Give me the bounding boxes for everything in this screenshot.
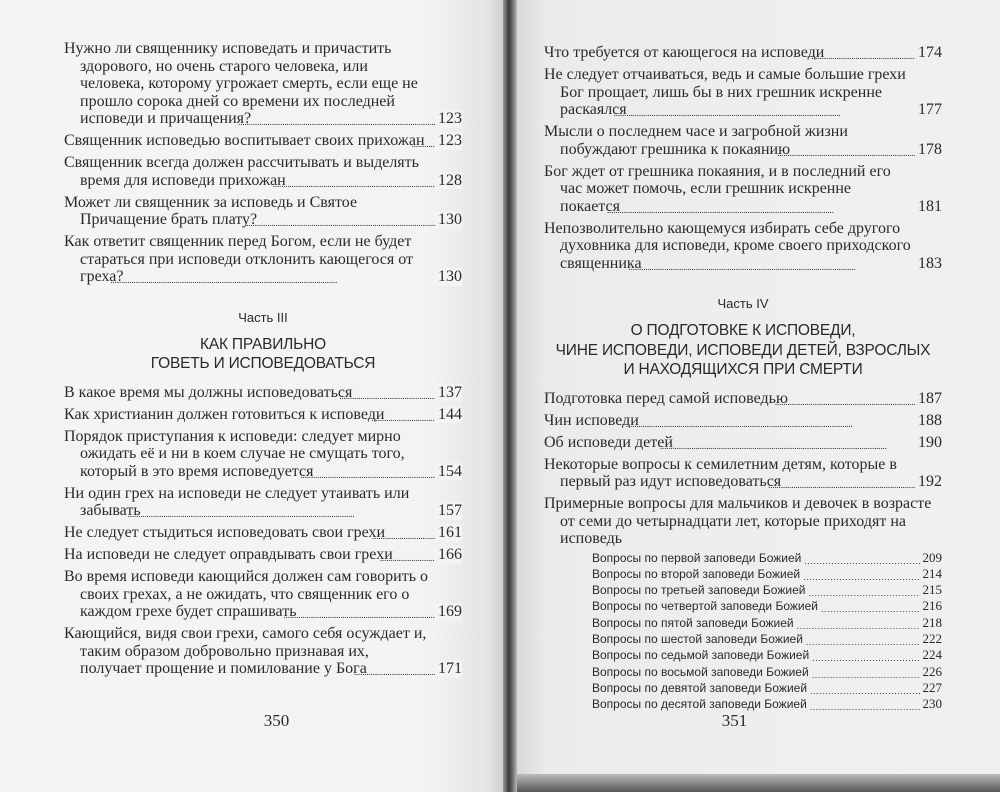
toc-entry-title: Кающийся, видя свои грехи, самого себя осуждает и, таким образом добровольно признавая их, получает прощение и помилование у Бога . . .	[64, 625, 426, 677]
toc-entry-page: 224	[920, 647, 943, 663]
toc-entry-page: 123	[435, 132, 462, 150]
toc-entry-page: 218	[920, 615, 943, 631]
toc-entry	[64, 132, 462, 150]
toc-group	[544, 390, 942, 491]
toc-entry-title: Может ли священник за исповедь и Святое Причащение брать плату? . . .	[64, 194, 357, 229]
toc-entry-title: На исповеди не следует оправдывать свои грехи . . .	[64, 546, 393, 563]
toc-entry	[544, 44, 942, 62]
toc-entry	[544, 66, 942, 119]
toc-entry-page: 144	[435, 406, 462, 424]
toc-entry	[544, 456, 942, 491]
toc-subentry	[592, 550, 942, 566]
toc-entry-page: 222	[920, 631, 943, 647]
toc-column-right	[544, 44, 942, 712]
toc-entry	[64, 40, 462, 128]
toc-subentry	[592, 615, 942, 631]
right-page	[517, 0, 1000, 792]
toc-entry-title: Об исповеди детей . . .	[544, 434, 673, 451]
toc-entry-page: 130	[435, 268, 462, 286]
toc-entry-title: Вопросы по второй заповеди Божией . . .	[592, 567, 800, 581]
toc-entry-page: 154	[435, 463, 462, 481]
toc-entry-title: Священник всегда должен рассчитывать и выделять время для исповеди прихожан . . .	[64, 154, 419, 189]
toc-entry-title: Как ответит священник перед Богом, если не будет стараться при исповеди отклонить кающегося от греха? . . .	[64, 233, 413, 285]
part-heading	[64, 335, 462, 374]
toc-entry-title: Не следует отчаиваться, ведь и самые большие грехи Бог прощает, лишь бы в них грешник искренне раскаялся . . .	[544, 66, 906, 118]
toc-entry	[544, 390, 942, 408]
toc-entry-title: Мысли о последнем часе и загробной жизни побуждают грешника к покаянию . . .	[544, 123, 848, 158]
toc-entry	[64, 485, 462, 520]
toc-entry	[64, 568, 462, 621]
toc-entry-title: Подготовка перед самой исповедью . . .	[544, 390, 788, 407]
toc-subentry	[592, 680, 942, 696]
toc-entry	[64, 406, 462, 424]
toc-entry	[544, 434, 942, 452]
part-heading	[544, 321, 942, 380]
toc-entry-title: Бог ждет от грешника покаяния, и в последний его час может помочь, если грешник искренне покается . . .	[544, 163, 891, 215]
part-heading-line: КАК ПРАВИЛЬНО	[200, 335, 326, 353]
part-label: Часть IV	[717, 296, 769, 311]
toc-entry-page: 226	[920, 664, 943, 680]
toc-entry-title: Вопросы по восьмой заповеди Божией . . .	[592, 665, 809, 679]
toc-entry-page: 188	[915, 412, 942, 430]
part-label: Часть III	[238, 309, 288, 325]
toc-entry-page: 209	[920, 550, 943, 566]
toc-entry-title: Не следует стыдиться исповедовать свои грехи . . .	[64, 524, 385, 541]
toc-entry-title: Вопросы по девятой заповеди Божией . . .	[592, 681, 807, 695]
toc-column-left	[64, 40, 462, 682]
toc-entry	[544, 220, 942, 273]
part-heading-line: И НАХОДЯЩИХСЯ ПРИ СМЕРТИ	[623, 361, 863, 378]
toc-entry-page: 171	[435, 660, 462, 678]
toc-entry-title: Ни один грех на исповеди не следует утаивать или забывать . . .	[64, 485, 409, 520]
toc-entry-title: Вопросы по пятой заповеди Божией . . .	[592, 616, 794, 630]
toc-entry-page: 214	[920, 566, 943, 582]
toc-subentry	[592, 598, 942, 614]
toc-group	[544, 44, 942, 272]
toc-entry-title: Вопросы по шестой заповеди Божией . . .	[592, 632, 803, 646]
book-spine	[503, 0, 517, 792]
toc-entry-page: 190	[915, 434, 942, 452]
toc-entry-title: Священник исповедью воспитывает своих прихожан . . .	[64, 132, 425, 149]
toc-entry	[64, 194, 462, 229]
toc-entry-title: Вопросы по первой заповеди Божией . . .	[592, 551, 801, 565]
toc-entry-title: Что требуется от кающегося на исповеди . . .	[544, 44, 824, 61]
toc-entry-page: 187	[915, 390, 942, 408]
toc-entry-title: Вопросы по седьмой заповеди Божией . . .	[592, 648, 809, 662]
toc-group	[64, 40, 462, 286]
toc-group	[64, 384, 462, 678]
part-heading-line: ГОВЕТЬ И ИСПОВЕДОВАТЬСЯ	[150, 355, 376, 372]
toc-entry	[544, 163, 942, 216]
toc-entry-page: 130	[435, 211, 462, 229]
toc-entry-page: 215	[920, 582, 943, 598]
toc-entry-page: 183	[915, 255, 942, 273]
toc-entry-title: Как христианин должен готовиться к исповеди . . .	[64, 406, 384, 423]
toc-entry	[544, 412, 942, 430]
toc-entry-page: 169	[435, 603, 462, 621]
toc-entry-page: 128	[435, 172, 462, 190]
toc-entry-title: Во время исповеди кающийся должен сам говорить о своих грехах, а не ожидать, что священник его о каждом грехе будет спрашивать . . .	[64, 568, 428, 620]
page-number: 350	[263, 711, 290, 730]
toc-entry-page: 166	[435, 546, 462, 564]
toc-entry-title: Примерные вопросы для мальчиков и девочек в возрасте от семи до четырнадцати лет, которые приходят на исповедь	[544, 495, 932, 547]
toc-entry	[64, 524, 462, 542]
toc-subentry	[592, 631, 942, 647]
toc-entry-title: Вопросы по четвертой заповеди Божией . . .	[592, 599, 818, 613]
toc-entry-page: 157	[435, 502, 462, 520]
toc-subentry	[592, 582, 942, 598]
toc-entry-page: 227	[920, 680, 943, 696]
toc-entry-title: Нужно ли священнику исповедать и причастить здорового, но очень старого человека, или человека, которому угрожает смерть, если еще не прошло сорока дней со времени их последней исповеди и причащения? . . .	[64, 40, 418, 127]
toc-entry-page: 123	[435, 110, 462, 128]
toc-subgroup	[544, 550, 942, 713]
toc-entry-page: 230	[920, 696, 943, 712]
toc-subentry	[592, 664, 942, 680]
toc-entry-page: 161	[435, 524, 462, 542]
book-cover-edge	[517, 774, 1000, 792]
toc-entry-title: Вопросы по третьей заповеди Божией . . .	[592, 583, 805, 597]
toc-entry-page: 137	[435, 384, 462, 402]
toc-entry-title: Непозволительно кающемуся избирать себе другого духовника для исповеди, кроме своего приходского священника . . .	[544, 220, 911, 272]
toc-entry-page: 216	[920, 598, 943, 614]
toc-entry-page: 177	[915, 101, 942, 119]
toc-entry	[64, 154, 462, 189]
toc-entry-page: 192	[915, 473, 942, 491]
toc-entry-title: В какое время мы должны исповедоваться . . .	[64, 384, 352, 401]
toc-entry-page: 174	[915, 44, 942, 62]
toc-entry-title: Некоторые вопросы к семилетним детям, которые в первый раз идут исповедоваться . . .	[544, 456, 897, 491]
toc-entry-page: 181	[915, 198, 942, 216]
toc-entry	[544, 495, 942, 548]
toc-entry	[64, 625, 462, 678]
part-heading-line: ЧИНЕ ИСПОВЕДИ, ИСПОВЕДИ ДЕТЕЙ, ВЗРОСЛЫХ	[555, 341, 931, 359]
toc-entry	[64, 428, 462, 481]
toc-entry-title: Чин исповеди . . .	[544, 412, 639, 429]
toc-entry	[544, 123, 942, 158]
toc-entry	[64, 546, 462, 564]
toc-entry-title: Порядок приступания к исповеди: следует мирно ожидать её и ни в коем случае не смущать того, который в это время исповедуется . . .	[64, 428, 405, 480]
toc-subentry	[592, 566, 942, 582]
toc-entry	[64, 233, 462, 286]
toc-entry	[64, 384, 462, 402]
part-heading-line: О ПОДГОТОВКЕ К ИСПОВЕДИ,	[630, 322, 856, 339]
toc-entry-title: Вопросы по десятой заповеди Божией . . .	[592, 697, 807, 711]
toc-subentry	[592, 647, 942, 663]
toc-entry-page: 178	[915, 141, 942, 159]
page-number: 351	[721, 711, 748, 730]
